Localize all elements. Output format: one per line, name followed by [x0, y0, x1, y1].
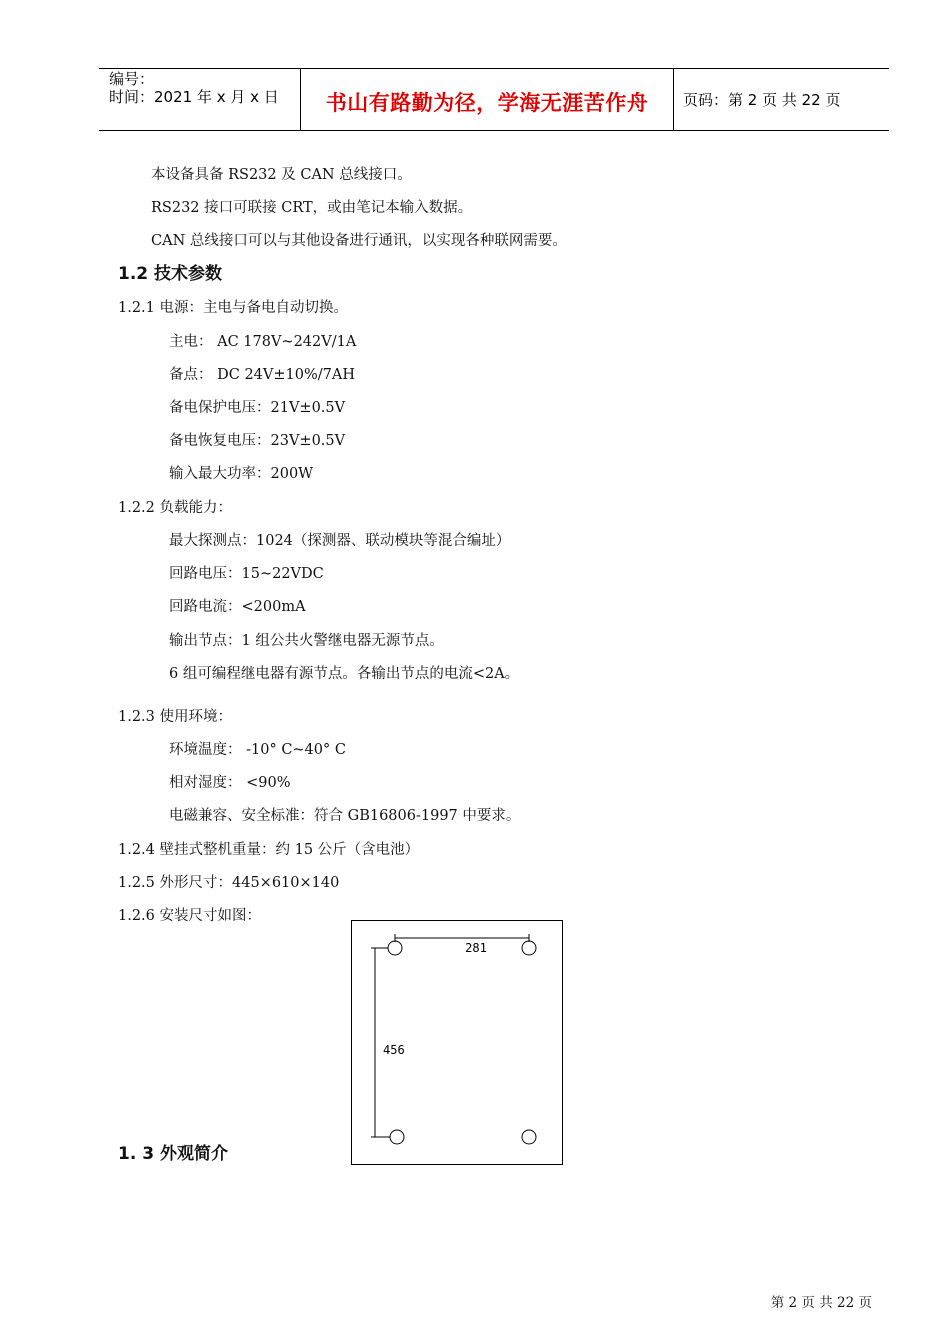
intro-paragraph: RS232 接口可联接 CRT，或由笔记本输入数据。 — [151, 200, 473, 216]
spec-item: 回路电压：15~22VDC — [169, 566, 324, 582]
subsection-title-1-2-4: 1.2.4 壁挂式整机重量：约 15 公斤（含电池） — [118, 842, 420, 858]
header-motto: 书山有路勤为径，学海无涯苦作舟 — [325, 91, 649, 115]
subsection-title-1-2-3: 1.2.3 使用环境： — [118, 709, 233, 725]
intro-paragraph: CAN 总线接口可以与其他设备进行通讯，以实现各种联网需要。 — [151, 233, 567, 249]
subsection-title-1-2-6: 1.2.6 安装尺寸如图： — [118, 908, 262, 924]
spec-item: 备电保护电压：21V±0.5V — [169, 400, 346, 416]
spec-item: 环境温度： -10° C~40° C — [169, 742, 346, 758]
spec-item: 主电： AC 178V~242V/1A — [169, 334, 357, 350]
header-meta — [109, 70, 279, 106]
spec-item: 备点： DC 24V±10%/7AH — [169, 367, 355, 383]
header-divider — [673, 69, 674, 130]
spec-item: 输入最大功率：200W — [169, 466, 314, 482]
mount-hole — [522, 1130, 536, 1144]
spec-item: 相对湿度： <90% — [169, 775, 291, 791]
subsection-title-1-2-1: 1.2.1 电源：主电与备电自动切换。 — [118, 300, 349, 316]
header-page-number: 页码：第 2 页 共 22 页 — [683, 91, 841, 109]
mount-hole — [390, 1130, 404, 1144]
spec-item: 6 组可编程继电器有源节点。各输出节点的电流<2A。 — [169, 666, 520, 682]
height-label: 456 — [383, 1043, 405, 1057]
spec-item: 输出节点：1 组公共火警继电器无源节点。 — [169, 633, 444, 649]
section-heading-1-2: 1.2 技术参数 — [118, 264, 223, 284]
intro-paragraph: 本设备具备 RS232 及 CAN 总线接口。 — [151, 167, 412, 183]
page-header — [99, 68, 889, 131]
spec-item: 回路电流：<200mA — [169, 599, 306, 615]
doc-number-label: 编号： — [109, 70, 155, 88]
spec-item: 备电恢复电压：23V±0.5V — [169, 433, 346, 449]
spec-item: 最大探测点：1024（探测器、联动模块等混合编址） — [169, 533, 511, 549]
width-label: 281 — [465, 941, 487, 955]
mounting-dimension-diagram — [351, 920, 563, 1165]
mount-hole — [388, 941, 402, 955]
section-heading-1-3: 1. 3 外观简介 — [118, 1144, 228, 1164]
mount-hole — [522, 941, 536, 955]
page-footer: 第 2 页 共 22 页 — [770, 1295, 872, 1311]
doc-time-label: 时间：2021 年 x 月 x 日 — [109, 88, 279, 106]
subsection-title-1-2-2: 1.2.2 负载能力： — [118, 500, 233, 516]
spec-item: 电磁兼容、安全标准：符合 GB16806-1997 中要求。 — [169, 808, 521, 824]
subsection-title-1-2-5: 1.2.5 外形尺寸：445×610×140 — [118, 875, 340, 891]
